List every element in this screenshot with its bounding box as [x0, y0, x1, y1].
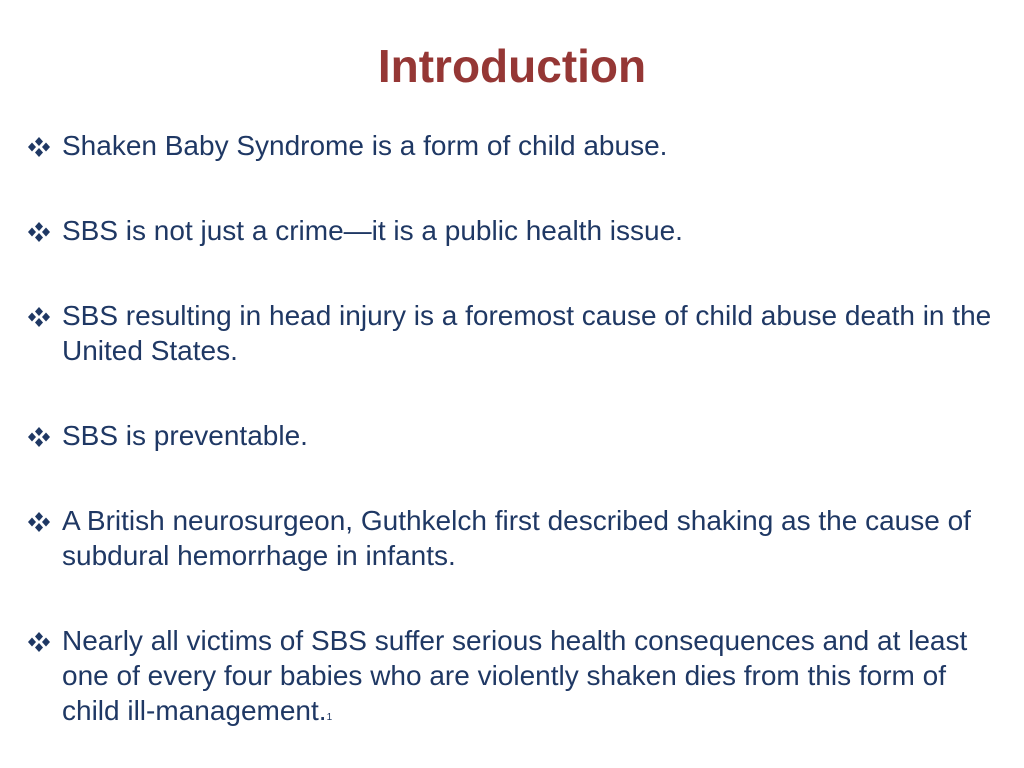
bullet-item — [26, 623, 1001, 735]
slide-title: Introduction — [377, 40, 647, 92]
bullet-list — [26, 128, 1001, 735]
bullet-item — [26, 128, 1001, 163]
bullet-item — [26, 298, 1001, 368]
bullet-text: SBS is not just a crime—it is a public health issue. — [62, 215, 683, 246]
four-diamond-icon — [26, 631, 52, 653]
bullet-text: Shaken Baby Syndrome is a form of child abuse. — [62, 130, 668, 161]
bullet-text: A British neurosurgeon, Guthkelch first described shaking as the cause of subdural hemorrhage in infants. — [62, 505, 971, 571]
bullet-text: SBS resulting in head injury is a foremost cause of child abuse death in the United States. — [62, 300, 992, 366]
bullet-item — [26, 418, 1001, 453]
four-diamond-icon — [26, 426, 52, 448]
footnote-reference: 1 — [326, 712, 333, 723]
bullet-item — [26, 213, 1001, 248]
four-diamond-icon — [26, 136, 52, 158]
bullet-text: SBS is preventable. — [62, 420, 308, 451]
four-diamond-icon — [26, 221, 52, 243]
bullet-item — [26, 503, 1001, 573]
bullet-text: Nearly all victims of SBS suffer serious health consequences and at least one of every four babies who are violently shaken dies from this form of child ill-management. — [62, 625, 968, 726]
four-diamond-icon — [26, 511, 52, 533]
four-diamond-icon — [26, 306, 52, 328]
